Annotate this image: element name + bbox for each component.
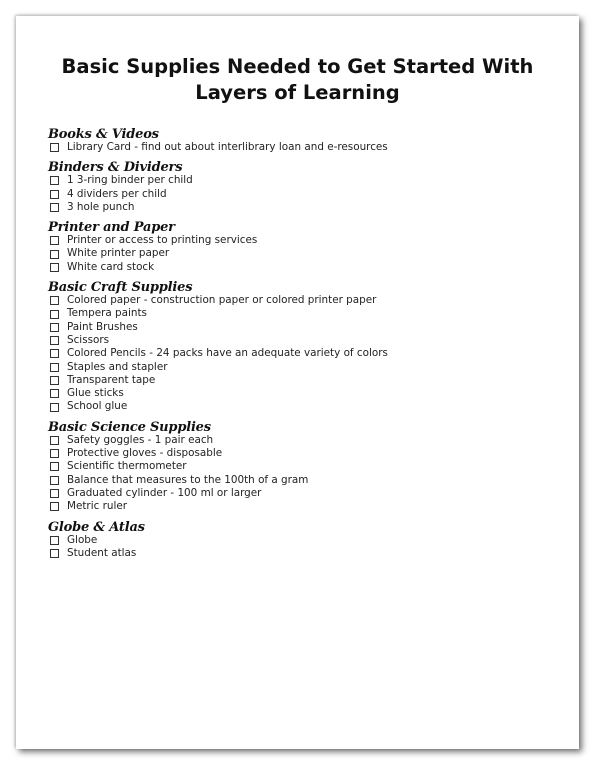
item-label: Staples and stapler <box>67 360 168 373</box>
item-label: Protective gloves - disposable <box>67 447 223 460</box>
checkbox-icon[interactable] <box>50 489 59 498</box>
checklist-item <box>48 201 558 214</box>
item-label: Safety goggles - 1 pair each <box>67 433 214 446</box>
section-heading: Printer and Paper <box>48 220 175 236</box>
checkbox-icon[interactable] <box>50 376 59 385</box>
checkbox-icon[interactable] <box>50 436 59 445</box>
checklist-item <box>48 361 558 374</box>
checklist-item <box>48 487 558 500</box>
section-heading: Binders & Dividers <box>48 160 183 176</box>
item-label: Globe <box>67 533 98 546</box>
section-heading: Basic Science Supplies <box>48 419 211 435</box>
item-label: Colored Pencils - 24 packs have an adequate variety of colors <box>67 347 388 360</box>
checkbox-icon[interactable] <box>50 323 59 332</box>
document-page <box>16 16 579 749</box>
section-heading: Globe & Atlas <box>48 519 145 535</box>
item-label: Graduated cylinder - 100 ml or larger <box>67 486 262 499</box>
checklist-item <box>48 374 558 387</box>
checklist-item <box>48 188 558 201</box>
checkbox-icon[interactable] <box>50 363 59 372</box>
item-label: Scientific thermometer <box>67 460 187 473</box>
item-label: Tempera paints <box>67 307 147 320</box>
item-label: Balance that measures to the 100th of a gram <box>67 473 309 486</box>
item-label: Library Card - find out about interlibrary loan and e-resources <box>67 141 388 153</box>
checkbox-icon[interactable] <box>50 296 59 305</box>
checkbox-icon[interactable] <box>50 349 59 358</box>
checklist-item <box>48 547 558 560</box>
item-label: White printer paper <box>67 247 170 260</box>
checklist-item <box>48 234 558 247</box>
item-label: Metric ruler <box>67 500 128 513</box>
item-label: Printer or access to printing services <box>67 234 258 247</box>
checklist-item <box>48 387 558 400</box>
section-books-videos <box>48 126 558 154</box>
checkbox-icon[interactable] <box>50 502 59 511</box>
checkbox-icon[interactable] <box>50 190 59 199</box>
section-basic-craft-supplies <box>48 279 558 414</box>
section-printer-paper <box>48 219 558 274</box>
checkbox-icon[interactable] <box>50 462 59 471</box>
checkbox-icon[interactable] <box>50 549 59 558</box>
item-label: 4 dividers per child <box>67 187 167 200</box>
checklist-item <box>48 500 558 513</box>
checkbox-icon[interactable] <box>50 250 59 259</box>
page-title <box>16 54 579 106</box>
checklist-item <box>48 307 558 320</box>
checklist-item <box>48 347 558 360</box>
item-label: White card stock <box>67 260 155 273</box>
checklist-item <box>48 294 558 307</box>
checklist-item <box>48 400 558 413</box>
checklist-item <box>48 141 558 154</box>
item-label: Paint Brushes <box>67 320 138 333</box>
checkbox-icon[interactable] <box>50 236 59 245</box>
checklist-item <box>48 447 558 460</box>
checklist-item <box>48 261 558 274</box>
title-line-2: Layers of Learning <box>195 81 400 104</box>
checkbox-icon[interactable] <box>50 203 59 212</box>
checkbox-icon[interactable] <box>50 403 59 412</box>
checklist-item <box>48 174 558 187</box>
title-line-1: Basic Supplies Needed to Get Started With <box>61 55 534 78</box>
item-label: 3 hole punch <box>67 200 135 213</box>
checkbox-icon[interactable] <box>50 143 59 152</box>
item-label: Colored paper - construction paper or colored printer paper <box>67 294 377 307</box>
item-label: Glue sticks <box>67 387 124 400</box>
checklist-item <box>48 247 558 260</box>
checkbox-icon[interactable] <box>50 310 59 319</box>
item-label: Scissors <box>67 333 110 346</box>
checklist-item <box>48 334 558 347</box>
item-label: Student atlas <box>67 546 137 559</box>
checklist-item <box>48 474 558 487</box>
checkbox-icon[interactable] <box>50 389 59 398</box>
checkbox-icon[interactable] <box>50 336 59 345</box>
section-basic-science-supplies <box>48 419 558 514</box>
item-label: 1 3-ring binder per child <box>67 174 193 187</box>
checklist-item <box>48 321 558 334</box>
checklist-item <box>48 460 558 473</box>
checkbox-icon[interactable] <box>50 263 59 272</box>
checklist-item <box>48 434 558 447</box>
section-heading: Basic Craft Supplies <box>48 280 193 296</box>
item-label: School glue <box>67 400 128 413</box>
checkbox-icon[interactable] <box>50 176 59 185</box>
section-heading: Books & Videos <box>48 127 159 142</box>
section-globe-atlas <box>48 519 558 561</box>
checkbox-icon[interactable] <box>50 449 59 458</box>
item-label: Transparent tape <box>67 373 156 386</box>
section-binders-dividers <box>48 159 558 214</box>
checkbox-icon[interactable] <box>50 536 59 545</box>
checkbox-icon[interactable] <box>50 476 59 485</box>
supply-list <box>48 126 558 565</box>
